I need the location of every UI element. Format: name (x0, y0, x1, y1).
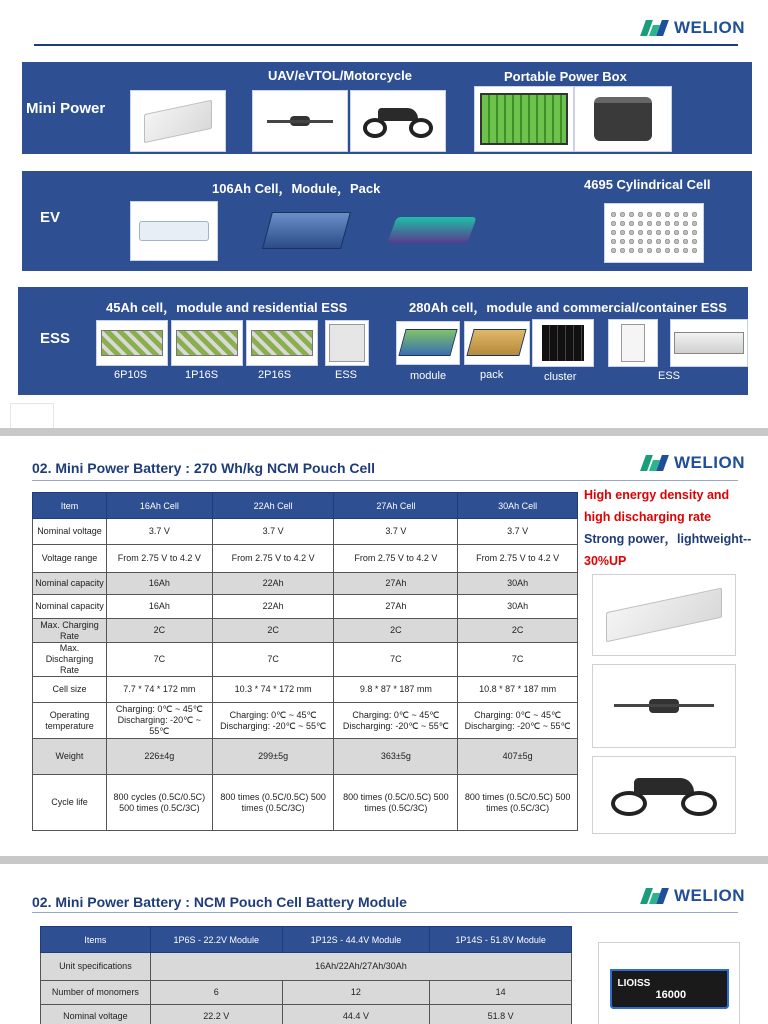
band-label: EV (40, 209, 61, 226)
row-label: Nominal voltage (41, 1005, 151, 1024)
motorcycle-photo (592, 756, 736, 834)
table-row (41, 953, 572, 981)
header-rule (32, 480, 738, 481)
col-header: Item (33, 493, 107, 519)
cell: From 2.75 V to 4.2 V (458, 545, 578, 573)
cell: 800 times (0.5C/0.5C) 500 times (0.5C/3C) (458, 775, 578, 831)
cell: 14 (430, 981, 572, 1005)
cell: 226±4g (106, 739, 212, 775)
table-row (33, 739, 578, 775)
caption-45ah: 45Ah cell，module and residential ESS (106, 300, 348, 315)
item-label: ESS (658, 370, 681, 382)
cell: 2C (212, 619, 334, 643)
cell: 30Ah (458, 573, 578, 595)
cell: Charging: 0℃ ~ 45℃ Discharging: -20℃ ~ 55℃ (334, 703, 458, 739)
power-box-image (574, 86, 672, 152)
table-row (33, 619, 578, 643)
drone-photo (592, 664, 736, 748)
row-label: Nominal capacity (33, 595, 107, 619)
row-label: Max. Discharging Rate (33, 643, 107, 677)
claim-line: High energy density and (584, 488, 730, 502)
claim-line: Strong power，lightweight-- (584, 532, 752, 546)
table-row (33, 595, 578, 619)
cell: 407±5g (458, 739, 578, 775)
row-label: Voltage range (33, 545, 107, 573)
item-label: 1P16S (185, 369, 219, 381)
ev-cell-image (130, 201, 218, 261)
product-capacity-label: 16000 (655, 988, 687, 1001)
cell: 2C (106, 619, 212, 643)
ev-module-image (258, 201, 354, 259)
col-header: 27Ah Cell (334, 493, 458, 519)
header-rule (34, 44, 738, 46)
cell: 3.7 V (106, 519, 212, 545)
col-header: 22Ah Cell (212, 493, 334, 519)
cell: 2C (458, 619, 578, 643)
battery-pack-image (474, 86, 574, 152)
cylindrical-cell-image (604, 203, 704, 263)
corner-box (10, 403, 54, 428)
band-ess (18, 287, 748, 395)
table-row (41, 981, 572, 1005)
row-label: Number of monomers (41, 981, 151, 1005)
ess-cabinet-image (608, 319, 658, 367)
row-label: Max. Charging Rate (33, 619, 107, 643)
caption-106ah: 106Ah Cell，Module，Pack (212, 181, 381, 196)
row-label: Operating temperature (33, 703, 107, 739)
cell: 10.8 * 87 * 187 mm (458, 677, 578, 703)
band-label: Mini Power (26, 100, 106, 117)
row-label: Cycle life (33, 775, 107, 831)
ess-container-image (670, 319, 748, 367)
caption-4695: 4695 Cylindrical Cell (584, 177, 711, 192)
table-row (33, 519, 578, 545)
cell: 2C (334, 619, 458, 643)
row-label: Nominal capacity (33, 573, 107, 595)
cell: 51.8 V (430, 1005, 572, 1024)
cell: 27Ah (334, 573, 458, 595)
band-label: ESS (40, 330, 71, 347)
brand-mark-icon (642, 455, 668, 471)
cell: 7.7 * 74 * 172 mm (106, 677, 212, 703)
cell: 27Ah (334, 595, 458, 619)
module-table (40, 926, 572, 1024)
cell: 7C (334, 643, 458, 677)
cell: 363±5g (334, 739, 458, 775)
brand-logo (642, 453, 745, 473)
section-title: 02. Mini Power Battery : NCM Pouch Cell Battery Module (32, 894, 407, 910)
ess-module-image (396, 321, 460, 365)
caption-280ah: 280Ah cell，module and commercial/container ESS (409, 300, 727, 315)
cell: 7C (458, 643, 578, 677)
col-header: 1P6S - 22.2V Module (150, 927, 282, 953)
brand-name: WELION (674, 886, 745, 905)
cell: From 2.75 V to 4.2 V (212, 545, 334, 573)
cell: 3.7 V (212, 519, 334, 545)
cell: 30Ah (458, 595, 578, 619)
row-label: Unit specifications (41, 953, 151, 981)
cell: 22.2 V (150, 1005, 282, 1024)
item-label: 2P16S (258, 369, 292, 381)
table-row (41, 1005, 572, 1024)
item-label: ESS (335, 369, 358, 381)
col-header: 30Ah Cell (458, 493, 578, 519)
ess-6p10s-image (96, 320, 168, 366)
cell: 7C (212, 643, 334, 677)
pouch-cell-image (130, 90, 226, 152)
brand-name: WELION (674, 18, 745, 37)
item-label: module (410, 370, 447, 382)
cell: Charging: 0℃ ~ 45℃ Discharging: -20℃ ~ 55℃ (212, 703, 334, 739)
col-header: 16Ah Cell (106, 493, 212, 519)
cell: 800 times (0.5C/0.5C) 500 times (0.5C/3C) (334, 775, 458, 831)
brand-logo (642, 18, 745, 38)
ev-pack-image (382, 201, 482, 259)
slide-battery-module (0, 864, 768, 1024)
brand-mark-icon (642, 20, 668, 36)
spec-table (32, 492, 578, 831)
cell: 3.7 V (458, 519, 578, 545)
header-rule (32, 912, 738, 913)
cell: From 2.75 V to 4.2 V (334, 545, 458, 573)
cell: 10.3 * 74 * 172 mm (212, 677, 334, 703)
col-header: 1P14S - 51.8V Module (430, 927, 572, 953)
cell: 7C (106, 643, 212, 677)
brand-name: WELION (674, 453, 745, 472)
cell: 299±5g (212, 739, 334, 775)
slide-product-overview (0, 0, 768, 428)
table-row (33, 573, 578, 595)
band-ev (22, 171, 752, 271)
section-title: 02. Mini Power Battery : 270 Wh/kg NCM Pouch Cell (32, 460, 376, 476)
col-header: Items (41, 927, 151, 953)
pouch-cell-photo (592, 574, 736, 656)
caption-uav: UAV/eVTOL/Motorcycle (268, 68, 412, 83)
table-row (33, 643, 578, 677)
cell: 9.8 * 87 * 187 mm (334, 677, 458, 703)
table-row (33, 775, 578, 831)
lipo-pack-photo (598, 942, 740, 1024)
cell: 6 (150, 981, 282, 1005)
feature-claims (584, 484, 764, 572)
slide-pouch-cell (0, 436, 768, 856)
band-mini-power (22, 62, 752, 154)
ess-cluster-image (532, 319, 594, 367)
table-row (33, 677, 578, 703)
cell: 16Ah (106, 573, 212, 595)
row-label: Weight (33, 739, 107, 775)
ess-pack-image (464, 321, 530, 365)
item-label: 6P10S (114, 369, 148, 381)
product-brand-label: LIOISS (617, 977, 651, 989)
ess-2p16s-image (246, 320, 318, 366)
row-label: Cell size (33, 677, 107, 703)
cell: 22Ah (212, 595, 334, 619)
table-row (33, 703, 578, 739)
table-row (33, 545, 578, 573)
cell: Charging: 0℃ ~ 45℃ Discharging: -20℃ ~ 55℃ (458, 703, 578, 739)
brand-mark-icon (642, 888, 668, 904)
cell: From 2.75 V to 4.2 V (106, 545, 212, 573)
row-label: Nominal voltage (33, 519, 107, 545)
cell: 3.7 V (334, 519, 458, 545)
motorcycle-image (350, 90, 446, 152)
caption-power-box: Portable Power Box (504, 69, 627, 84)
cell: 12 (282, 981, 430, 1005)
item-label: pack (480, 369, 504, 381)
claim-line: 30%UP (584, 554, 627, 568)
claim-line: high discharging rate (584, 510, 712, 524)
brand-logo (642, 886, 745, 906)
cell: 800 times (0.5C/0.5C) 500 times (0.5C/3C) (212, 775, 334, 831)
cell: 44.4 V (282, 1005, 430, 1024)
col-header: 1P12S - 44.4V Module (282, 927, 430, 953)
drone-image (252, 90, 348, 152)
cell: 16Ah/22Ah/27Ah/30Ah (150, 953, 571, 981)
cell: Charging: 0℃ ~ 45℃ Discharging: -20℃ ~ 55℃ (106, 703, 212, 739)
cell: 16Ah (106, 595, 212, 619)
ess-1p16s-image (171, 320, 243, 366)
item-label: cluster (544, 371, 577, 383)
cell: 22Ah (212, 573, 334, 595)
cell: 800 cycles (0.5C/0.5C) 500 times (0.5C/3C) (106, 775, 212, 831)
ess-residential-image (325, 320, 369, 366)
